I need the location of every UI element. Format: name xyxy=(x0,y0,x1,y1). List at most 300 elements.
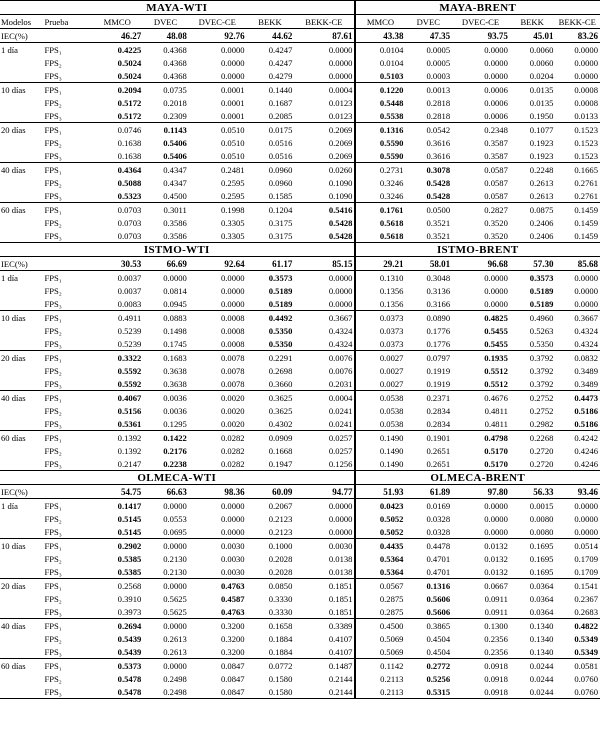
value-cell: 0.0960 xyxy=(268,177,293,188)
value-cell: 0.0005 xyxy=(405,43,452,57)
value-cell: 0.0000 xyxy=(484,57,508,68)
table-row xyxy=(0,43,600,57)
table-row xyxy=(0,109,600,123)
period-label-empty xyxy=(0,404,44,417)
value-cell: 0.2752 xyxy=(510,391,556,405)
value-cell: 0.1300 xyxy=(452,619,510,633)
value-cell: 0.0133 xyxy=(574,110,598,121)
value-cell: 0.3586 xyxy=(163,217,187,228)
iec-label: IEC(%) xyxy=(1,30,28,41)
value-cell: 0.0703 xyxy=(117,217,142,228)
value-cell: 0.0000 xyxy=(484,526,508,537)
value-cell: 0.0911 xyxy=(484,606,508,617)
value-cell: 0.4302 xyxy=(268,418,293,429)
value-cell: 0.0847 xyxy=(189,659,247,673)
value-cell: 0.4500 xyxy=(355,619,405,633)
value-cell: 0.3638 xyxy=(163,365,187,376)
value-cell: 0.3521 xyxy=(426,217,451,228)
table-row xyxy=(0,216,600,229)
table-row xyxy=(0,512,600,525)
value-cell-best: 0.5455 xyxy=(484,338,508,349)
table-row xyxy=(0,552,600,565)
value-cell-best: 0.5428 xyxy=(328,217,353,228)
value-cell: 0.0587 xyxy=(484,177,508,188)
table-row xyxy=(0,444,600,457)
value-cell: 0.2613 xyxy=(163,646,187,657)
value-cell-best: 0.5350 xyxy=(268,338,293,349)
value-cell-best: 0.2094 xyxy=(92,83,143,97)
value-cell: 0.3175 xyxy=(247,229,295,243)
value-cell: 0.0104 xyxy=(355,43,405,57)
value-cell: 0.0510 xyxy=(220,150,245,161)
table-row xyxy=(0,605,600,619)
table-row xyxy=(0,203,600,217)
value-cell: 0.0000 xyxy=(484,285,508,296)
iec-value: 47.35 xyxy=(429,30,451,41)
table-row xyxy=(0,271,600,285)
value-cell: 0.1745 xyxy=(163,338,187,349)
period-label-empty xyxy=(0,324,44,337)
column-header-row xyxy=(0,15,600,29)
value-cell-best: 0.5364 xyxy=(355,552,405,565)
value-cell: 0.0516 xyxy=(268,150,293,161)
test-label: FPS₃ xyxy=(44,110,62,121)
value-cell-best: 0.1422 xyxy=(143,431,189,445)
period-label-empty xyxy=(0,592,44,605)
value-cell: 0.1523 xyxy=(574,137,598,148)
value-cell: 0.0000 xyxy=(574,285,598,296)
block-title-left: MAYA-WTI xyxy=(0,1,355,15)
value-cell: 0.0282 xyxy=(189,431,247,445)
value-cell: 0.4247 xyxy=(247,43,295,57)
value-cell: 0.0241 xyxy=(328,418,353,429)
value-cell-best: 0.5189 xyxy=(268,298,293,309)
value-cell: 0.1490 xyxy=(355,457,405,471)
iec-value: 44.62 xyxy=(272,30,293,41)
value-cell: 0.3587 xyxy=(484,137,508,148)
test-label: FPS₁ xyxy=(44,619,92,633)
value-cell: 0.0004 xyxy=(294,391,355,405)
period-label-empty xyxy=(0,297,44,311)
value-cell: 0.4504 xyxy=(426,646,451,657)
value-cell: 0.2018 xyxy=(163,97,187,108)
value-cell-best: 0.5385 xyxy=(117,566,142,577)
value-cell-best: 0.5189 xyxy=(529,285,554,296)
value-cell-best: 0.5052 xyxy=(355,525,405,539)
table-row xyxy=(0,83,600,97)
value-cell: 0.0911 xyxy=(484,593,508,604)
test-label: FPS₂ xyxy=(44,365,62,376)
test-label: FPS₁ xyxy=(44,203,92,217)
value-cell: 0.0567 xyxy=(355,579,405,593)
value-cell: 0.0078 xyxy=(220,365,245,376)
value-cell: 0.0135 xyxy=(510,83,556,97)
value-cell: 0.0832 xyxy=(555,351,600,365)
table-row xyxy=(0,123,600,137)
value-cell: 0.1090 xyxy=(328,190,353,201)
value-cell: 0.0008 xyxy=(220,325,245,336)
period-label-empty xyxy=(0,216,44,229)
iec-row xyxy=(0,257,600,271)
table-row xyxy=(0,149,600,163)
value-cell: 0.3166 xyxy=(426,298,451,309)
iec-value: 96.68 xyxy=(487,258,508,269)
value-cell: 0.2085 xyxy=(268,110,293,121)
value-cell: 0.0553 xyxy=(163,513,187,524)
value-cell: 0.1000 xyxy=(247,539,295,553)
iec-value: 43.38 xyxy=(355,29,405,43)
value-cell: 0.3489 xyxy=(574,378,598,389)
value-cell: 0.3521 xyxy=(405,229,452,243)
value-cell: 0.2834 xyxy=(426,405,451,416)
value-cell: 0.2406 xyxy=(510,229,556,243)
table-row xyxy=(0,672,600,685)
value-cell-best: 0.1316 xyxy=(405,579,452,593)
value-cell: 0.3865 xyxy=(405,619,452,633)
value-cell: 0.0000 xyxy=(143,499,189,513)
iec-value: 92.76 xyxy=(224,30,245,41)
block-title-right: ISTMO-BRENT xyxy=(355,243,600,257)
value-cell: 0.1295 xyxy=(163,418,187,429)
value-cell: 0.0000 xyxy=(452,499,510,513)
value-cell: 0.2309 xyxy=(163,110,187,121)
value-cell-best: 0.5428 xyxy=(426,177,451,188)
value-cell-best: 0.5349 xyxy=(574,646,598,657)
value-cell: 0.0008 xyxy=(555,83,600,97)
value-cell: 0.2248 xyxy=(510,163,556,177)
block-title-right: OLMECA-BRENT xyxy=(355,471,600,485)
value-cell: 0.0703 xyxy=(92,203,143,217)
value-cell: 0.1776 xyxy=(426,338,451,349)
value-cell: 0.0006 xyxy=(484,110,508,121)
test-label: FPS₃ xyxy=(44,298,62,309)
period-label: 20 días xyxy=(0,123,44,137)
value-cell: 0.1851 xyxy=(328,593,353,604)
header-model: BEKK-CE xyxy=(555,15,600,29)
value-cell: 0.3638 xyxy=(163,378,187,389)
value-cell: 0.3175 xyxy=(268,217,293,228)
value-cell: 0.3330 xyxy=(268,606,293,617)
test-label: FPS₁ xyxy=(44,391,92,405)
value-cell: 0.3520 xyxy=(452,229,510,243)
value-cell: 0.0000 xyxy=(143,539,189,553)
value-cell: 0.1340 xyxy=(529,646,554,657)
value-cell: 0.2827 xyxy=(452,203,510,217)
value-cell: 0.0735 xyxy=(143,83,189,97)
header-model: BEKK-CE xyxy=(294,15,355,29)
value-cell: 0.0006 xyxy=(484,97,508,108)
value-cell: 0.3330 xyxy=(268,593,293,604)
value-cell: 0.0918 xyxy=(452,659,510,673)
iec-value: 45.01 xyxy=(533,30,554,41)
value-cell: 0.5625 xyxy=(163,606,187,617)
value-cell: 0.0890 xyxy=(405,311,452,325)
value-cell: 0.2130 xyxy=(163,566,187,577)
value-cell: 0.1695 xyxy=(510,539,556,553)
period-label-empty xyxy=(0,364,44,377)
value-cell-best: 0.5172 xyxy=(117,97,142,108)
value-cell: 0.1585 xyxy=(268,190,293,201)
value-cell: 0.1523 xyxy=(555,123,600,137)
iec-label: IEC(%) xyxy=(1,486,28,497)
value-cell: 0.0001 xyxy=(220,110,245,121)
value-cell: 0.0760 xyxy=(555,685,600,699)
value-cell: 0.0703 xyxy=(92,229,143,243)
period-label-empty xyxy=(0,444,44,457)
test-label: FPS₂ xyxy=(44,285,62,296)
value-cell: 0.0013 xyxy=(405,83,452,97)
value-cell: 0.4324 xyxy=(574,325,598,336)
value-cell: 0.0000 xyxy=(484,70,508,81)
value-cell: 0.4324 xyxy=(574,338,598,349)
value-cell-best: 0.4067 xyxy=(92,391,143,405)
value-cell: 0.1204 xyxy=(247,203,295,217)
value-cell: 0.0132 xyxy=(452,539,510,553)
value-cell: 0.0000 xyxy=(555,271,600,285)
period-label-empty xyxy=(0,69,44,83)
value-cell: 0.0500 xyxy=(405,203,452,217)
period-label: 1 día xyxy=(0,43,44,57)
table-row xyxy=(0,645,600,659)
table-row xyxy=(0,404,600,417)
value-cell: 0.0030 xyxy=(294,539,355,553)
value-cell: 0.0076 xyxy=(294,351,355,365)
value-cell: 0.3625 xyxy=(268,405,293,416)
value-cell-best: 0.5103 xyxy=(355,69,405,83)
value-cell: 0.0000 xyxy=(574,57,598,68)
value-cell: 0.2144 xyxy=(294,685,355,699)
value-cell: 0.4676 xyxy=(452,391,510,405)
value-cell: 0.5239 xyxy=(117,338,142,349)
value-cell: 0.5069 xyxy=(355,632,405,645)
value-cell-best: 0.5186 xyxy=(574,405,598,416)
iec-value: 92.64 xyxy=(224,258,245,269)
value-cell: 0.0078 xyxy=(189,351,247,365)
value-cell: 0.2613 xyxy=(529,190,554,201)
iec-value: 85.15 xyxy=(332,258,353,269)
iec-value: 93.46 xyxy=(577,486,598,497)
value-cell: 0.0000 xyxy=(574,70,598,81)
test-label: FPS₂ xyxy=(44,553,62,564)
value-cell: 0.3625 xyxy=(247,391,295,405)
value-cell-best: 0.5448 xyxy=(355,96,405,109)
value-cell: 0.5239 xyxy=(117,325,142,336)
test-label: FPS₂ xyxy=(44,177,62,188)
value-cell: 0.0241 xyxy=(328,405,353,416)
value-cell: 0.0282 xyxy=(220,445,245,456)
iec-value: 94.77 xyxy=(332,486,353,497)
value-cell: 0.4279 xyxy=(268,70,293,81)
value-cell: 0.1077 xyxy=(510,123,556,137)
value-cell: 0.0027 xyxy=(355,351,405,365)
test-label: FPS₁ xyxy=(44,271,92,285)
test-label: FPS₁ xyxy=(44,659,92,673)
table-row xyxy=(0,364,600,377)
value-cell: 0.0960 xyxy=(247,163,295,177)
table-row xyxy=(0,499,600,513)
value-cell: 0.2069 xyxy=(328,137,353,148)
iec-value: 85.68 xyxy=(577,258,598,269)
value-cell: 0.1998 xyxy=(189,203,247,217)
value-cell-best: 0.4225 xyxy=(92,43,143,57)
value-cell: 0.4368 xyxy=(163,70,187,81)
value-cell: 0.4701 xyxy=(426,566,451,577)
value-cell: 0.2481 xyxy=(189,163,247,177)
value-cell: 0.0000 xyxy=(143,619,189,633)
test-label: FPS₂ xyxy=(44,97,62,108)
value-cell: 0.2371 xyxy=(405,391,452,405)
value-cell: 0.1658 xyxy=(247,619,295,633)
value-cell: 0.0364 xyxy=(529,606,554,617)
value-cell: 0.0008 xyxy=(189,311,247,325)
value-cell-best: 0.5170 xyxy=(484,445,508,456)
value-cell: 0.2028 xyxy=(268,553,293,564)
value-cell: 0.4107 xyxy=(328,633,353,644)
test-label: FPS₁ xyxy=(44,431,92,445)
value-cell: 0.3910 xyxy=(117,593,142,604)
test-label: FPS₂ xyxy=(44,513,62,524)
value-cell: 0.0510 xyxy=(220,137,245,148)
value-cell: 0.1580 xyxy=(247,685,295,699)
value-cell: 0.0083 xyxy=(117,298,142,309)
table-row xyxy=(0,377,600,391)
value-cell: 0.0000 xyxy=(143,579,189,593)
value-cell: 0.0000 xyxy=(220,285,245,296)
value-cell: 0.4246 xyxy=(574,445,598,456)
test-label: FPS₁ xyxy=(44,123,92,137)
iec-value: 29.21 xyxy=(355,257,405,271)
value-cell: 0.0538 xyxy=(355,417,405,431)
value-cell: 0.1142 xyxy=(355,659,405,673)
value-cell-best: 0.4798 xyxy=(452,431,510,445)
table-row xyxy=(0,324,600,337)
value-cell: 0.0918 xyxy=(484,673,508,684)
value-cell: 0.0000 xyxy=(328,70,353,81)
value-cell: 0.4500 xyxy=(163,190,187,201)
period-label-empty xyxy=(0,284,44,297)
value-cell: 0.0000 xyxy=(574,298,598,309)
iec-value: 66.69 xyxy=(166,258,187,269)
value-cell: 0.1340 xyxy=(510,619,556,633)
value-cell: 0.1638 xyxy=(117,137,142,148)
value-cell: 0.4811 xyxy=(484,418,508,429)
table-row xyxy=(0,417,600,431)
table-row xyxy=(0,525,600,539)
value-cell: 0.2595 xyxy=(220,190,245,201)
value-cell: 0.0123 xyxy=(328,97,353,108)
iec-value: 61.17 xyxy=(272,258,293,269)
value-cell: 0.5069 xyxy=(355,645,405,659)
value-cell: 0.0514 xyxy=(555,539,600,553)
test-label: FPS₁ xyxy=(44,43,92,57)
value-cell-best: 0.5606 xyxy=(426,606,451,617)
value-cell: 0.1851 xyxy=(294,579,355,593)
period-label-empty xyxy=(0,176,44,189)
value-cell: 0.0797 xyxy=(405,351,452,365)
value-cell-best: 0.5145 xyxy=(117,526,142,537)
value-cell: 0.1459 xyxy=(555,229,600,243)
value-cell-best: 0.2772 xyxy=(405,659,452,673)
value-cell: 0.0918 xyxy=(452,685,510,699)
iec-value: 30.53 xyxy=(121,258,142,269)
table-row xyxy=(0,136,600,149)
period-label: 60 días xyxy=(0,203,44,217)
value-cell: 0.2113 xyxy=(355,685,405,699)
value-cell: 0.0244 xyxy=(510,685,556,699)
value-cell: 0.4368 xyxy=(143,43,189,57)
value-cell: 0.0135 xyxy=(529,97,554,108)
test-label: FPS₂ xyxy=(44,405,62,416)
period-label: 40 días xyxy=(0,163,44,177)
value-cell-best: 0.2238 xyxy=(143,457,189,471)
value-cell: 0.2406 xyxy=(529,217,554,228)
test-label: FPS₁ xyxy=(44,311,92,325)
value-cell-best: 0.5416 xyxy=(294,203,355,217)
value-cell: 0.0909 xyxy=(247,431,295,445)
value-cell: 0.4242 xyxy=(555,431,600,445)
period-label-empty xyxy=(0,149,44,163)
value-cell-best: 0.5385 xyxy=(117,553,142,564)
value-cell: 0.0005 xyxy=(426,57,451,68)
test-label: FPS₃ xyxy=(44,70,62,81)
value-cell: 0.0138 xyxy=(328,566,353,577)
value-cell: 0.1950 xyxy=(529,110,554,121)
value-cell: 0.0132 xyxy=(484,553,508,564)
value-cell: 0.0000 xyxy=(294,499,355,513)
value-cell: 0.2268 xyxy=(510,431,556,445)
period-label-empty xyxy=(0,525,44,539)
value-cell: 0.0000 xyxy=(328,57,353,68)
value-cell: 0.0373 xyxy=(355,311,405,325)
value-cell: 0.2123 xyxy=(268,526,293,537)
value-cell-best: 0.1935 xyxy=(452,351,510,365)
value-cell: 0.0883 xyxy=(143,311,189,325)
value-cell-best: 0.4364 xyxy=(92,163,143,177)
value-cell: 0.0587 xyxy=(452,163,510,177)
iec-value: 83.26 xyxy=(577,30,598,41)
value-cell: 0.0204 xyxy=(529,70,554,81)
value-cell: 0.0027 xyxy=(355,364,405,377)
value-cell: 0.0000 xyxy=(143,659,189,673)
table-row xyxy=(0,539,600,553)
value-cell: 0.0169 xyxy=(405,499,452,513)
value-cell: 0.0003 xyxy=(426,70,451,81)
test-label: FPS₃ xyxy=(44,229,92,243)
value-cell: 0.2031 xyxy=(328,378,353,389)
value-cell-best: 0.4822 xyxy=(555,619,600,633)
value-cell-best: 0.4435 xyxy=(355,539,405,553)
iec-value: 98.36 xyxy=(224,486,245,497)
block-title-row xyxy=(0,1,600,15)
period-label-empty xyxy=(0,457,44,471)
period-label: 10 días xyxy=(0,539,44,553)
value-cell: 0.3973 xyxy=(117,606,142,617)
period-label-empty xyxy=(0,136,44,149)
value-cell-best: 0.4587 xyxy=(220,593,245,604)
period-label: 10 días xyxy=(0,311,44,325)
value-cell: 0.0080 xyxy=(529,513,554,524)
value-cell-best: 0.4492 xyxy=(247,311,295,325)
value-cell: 0.3200 xyxy=(189,619,247,633)
value-cell: 0.4246 xyxy=(555,457,600,471)
value-cell: 0.0000 xyxy=(484,298,508,309)
value-cell: 0.4107 xyxy=(328,646,353,657)
value-cell: 0.1687 xyxy=(268,97,293,108)
value-cell: 0.0000 xyxy=(220,298,245,309)
value-cell: 0.0850 xyxy=(247,579,295,593)
value-cell: 0.1884 xyxy=(268,633,293,644)
value-cell: 0.2683 xyxy=(574,606,598,617)
